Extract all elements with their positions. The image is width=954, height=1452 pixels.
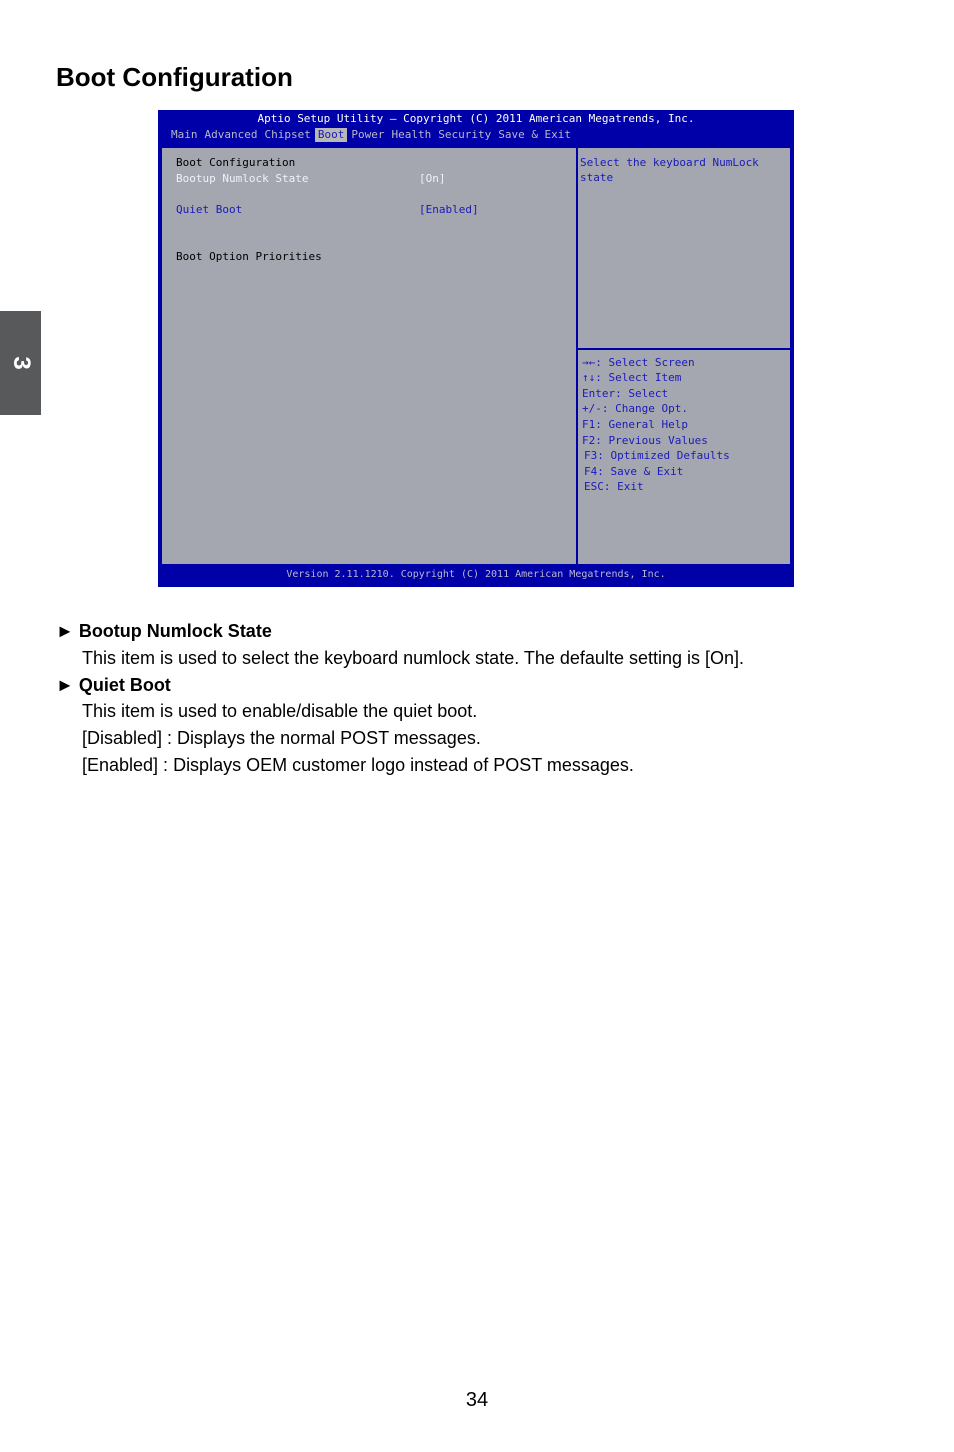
bios-tab-save-exit[interactable]: Save & Exit xyxy=(498,128,572,141)
help-text-line: Select the keyboard NumLock xyxy=(580,156,759,169)
bios-tab-power[interactable]: Power xyxy=(351,128,385,141)
key-help-line: Enter: Select xyxy=(582,387,669,400)
description-text: This item is used to select the keyboard numlock state. The defaulte setting is [On]. xyxy=(82,648,745,668)
key-help-line: →←: Select Screen xyxy=(582,356,695,369)
bios-tab-security[interactable]: Security xyxy=(438,128,492,141)
setting-value-numlock[interactable]: [On] xyxy=(419,172,446,185)
description-text: [Enabled] : Displays OEM customer logo instead of POST messages. xyxy=(82,755,634,775)
key-help-line: F1: General Help xyxy=(582,418,688,431)
boot-option-priorities-label: Boot Option Priorities xyxy=(176,250,322,263)
bios-body xyxy=(160,146,792,566)
key-help-line: F4: Save & Exit xyxy=(584,465,684,478)
page-title: Boot Configuration xyxy=(56,62,293,92)
key-help-line: +/-: Change Opt. xyxy=(582,402,688,415)
bios-tab-main[interactable]: Main xyxy=(171,128,198,141)
key-help-line: F2: Previous Values xyxy=(582,434,708,447)
bios-tab-health[interactable]: Health xyxy=(391,128,432,141)
setting-label-numlock[interactable]: Bootup Numlock State xyxy=(176,172,309,185)
chapter-tab xyxy=(0,311,41,415)
bios-title-bar: Aptio Setup Utility – Copyright (C) 2011 American Megatrends, Inc. xyxy=(257,112,695,125)
key-help-line: F3: Optimized Defaults xyxy=(584,449,730,462)
page-number: 34 xyxy=(465,1389,489,1411)
bios-settings-panel xyxy=(162,148,578,564)
description-text: [Disabled] : Displays the normal POST messages. xyxy=(82,728,481,748)
bios-tab-chipset[interactable]: Chipset xyxy=(264,128,311,141)
key-help-line: ↑↓: Select Item xyxy=(582,371,682,384)
description-heading-numlock: ► Bootup Numlock State xyxy=(56,621,272,641)
description-text: This item is used to enable/disable the quiet boot. xyxy=(82,701,478,721)
setting-label-quiet-boot[interactable]: Quiet Boot xyxy=(176,203,243,216)
bios-footer: Version 2.11.1210. Copyright (C) 2011 American Megatrends, Inc. xyxy=(286,569,666,580)
key-help-line: ESC: Exit xyxy=(584,480,644,493)
setting-value-quiet-boot[interactable]: [Enabled] xyxy=(419,203,479,216)
bios-tab-boot[interactable]: Boot xyxy=(315,128,348,142)
help-text-line: state xyxy=(580,171,614,184)
chapter-number: 3 xyxy=(7,356,35,370)
description-heading-quiet-boot: ► Quiet Boot xyxy=(56,675,171,695)
bios-help-panel xyxy=(578,148,790,350)
bios-section-title: Boot Configuration xyxy=(176,156,296,169)
bios-screenshot xyxy=(158,110,794,587)
bios-tab-advanced[interactable]: Advanced xyxy=(204,128,258,141)
bios-menu-bar xyxy=(168,128,575,142)
bios-key-help-panel xyxy=(578,350,790,564)
